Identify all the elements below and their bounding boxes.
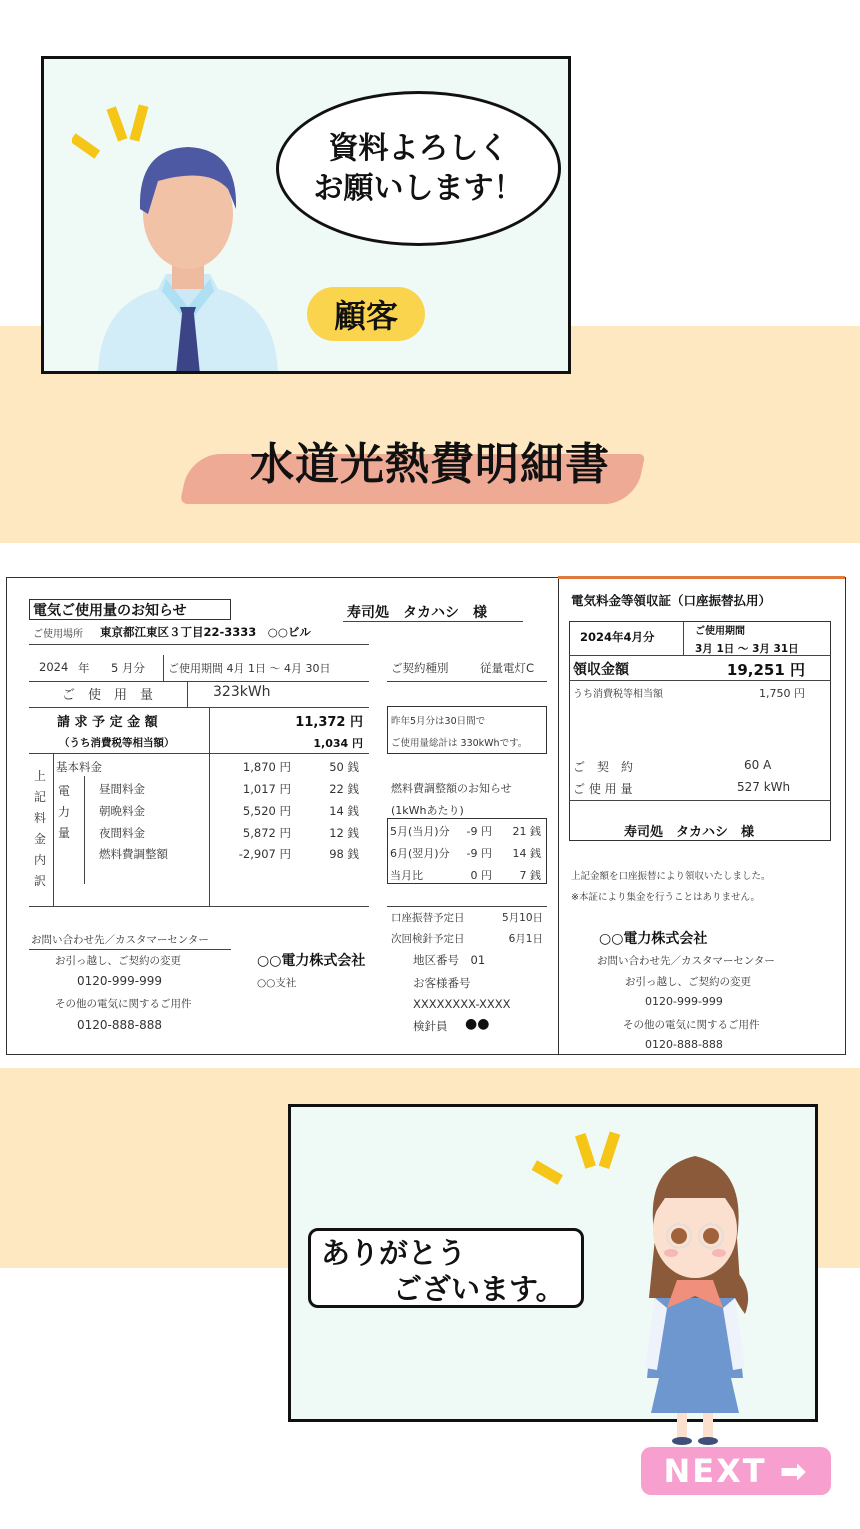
bill-year-unit: 年 [78,661,90,675]
row-day-label: 昼間料金 [99,782,145,796]
speech-line-1: 資料よろしく [328,130,509,166]
row-night-sen: 12 銭 [329,826,359,840]
fuel-row-diff-label: 当月比 [390,869,423,882]
receipt-note-1: 上記金額を口座振替により領収いたしました。 [571,871,771,882]
billing-value: 11,372 円 [295,715,363,730]
electricity-bill [6,577,846,1055]
bill-year: 2024 [39,660,69,674]
transfer-label: 口座振替予定日 [391,912,465,924]
contact-other: その他の電気に関するご用件 [55,998,192,1010]
contact-phone-2: 0120-888-888 [77,1018,163,1032]
meter-reader-label: 検針員 [413,1019,448,1033]
usage-period: ご使用期間 4月 1日 ～ 4月 30日 [168,662,331,675]
meter-reader-value: ●● [465,1016,490,1032]
fuel-row-current-yen: -9 円 [466,825,492,838]
receipt-divider [558,578,559,1054]
receipt-amount-value: 19,251 円 [726,661,805,679]
row-base-fee-yen: 1,870 円 [242,760,291,774]
comparison-note-1: 昨年5月分は30日間で [391,716,486,727]
divider [387,906,547,907]
receipt-period-value: 3月 1日 ～ 3月 31日 [695,643,799,655]
fuel-row-diff-yen: 0 円 [470,869,492,882]
fuel-row-diff-sen: 7 銭 [519,869,541,882]
next-read-value: 6月1日 [508,933,543,945]
section-title: 水道光熱費明細書 [250,439,610,490]
receipt-month: 2024年4月分 [580,630,655,644]
contact-move: お引っ越し、ご契約の変更 [55,955,181,967]
receipt-period-label: ご使用期間 [695,626,745,637]
row-fuel-yen: -2,907 円 [238,847,291,861]
bill-month: 5 月分 [111,661,145,675]
transfer-value: 5月10日 [501,912,543,924]
row-night-yen: 5,872 円 [242,826,291,840]
speech-bubble [276,91,561,246]
receipt-accent-line [558,576,845,579]
row-morning-label: 朝晩料金 [99,804,145,818]
contract-type-label: ご契約種別 [391,661,449,675]
row-day-yen: 1,017 円 [242,782,291,796]
receipt-phone-1: 0120-999-999 [645,995,723,1008]
receipt-contract-label: ご 契 約 [573,760,634,774]
receipt-tax-value: 1,750 円 [759,687,805,700]
customer-role-badge: 顧客 [307,287,425,341]
fuel-row-current-label: 5月(当月)分 [390,825,450,838]
divider [29,906,369,907]
receipt-usage-label: ご 使 用 量 [573,782,633,796]
receipt-contact-title: お問い合わせ先／カスタマーセンター [597,955,775,967]
thanks-speech-bubble [308,1228,584,1308]
thanks-line-2: ございます。 [393,1272,565,1306]
fuel-row-current-sen: 21 銭 [512,825,541,838]
customer-number-value: XXXXXXXX-XXXX [413,997,511,1011]
tax-label: （うち消費税等相当額） [59,737,175,749]
divider [569,800,831,801]
fuel-row-next-label: 6月(翌月)分 [390,847,450,860]
staff-avatar [615,1138,775,1448]
fuel-row-next-sen: 14 銭 [512,847,541,860]
divider [387,681,547,682]
thanks-line-1: ありがとう [321,1236,467,1270]
receipt-contract-value: 60 A [744,758,772,772]
receipt-amount-label: 領収金額 [573,662,629,678]
notice-title: 電気ご使用量のお知らせ [33,603,187,619]
divider [163,655,164,681]
usage-label: ご 使 用 量 [62,688,154,703]
divider [84,776,85,884]
divider [209,707,210,906]
next-button[interactable]: NEXT ➡ [641,1447,831,1495]
company-name: ○○電力株式会社 [257,953,366,969]
divider [343,621,523,622]
divider [29,644,369,645]
fuel-notice-unit: (1kWhあたり) [391,804,464,817]
receipt-title: 電気料金等領収証（口座振替払用） [571,593,772,608]
branch-name: ○○支社 [257,977,297,989]
customer-number-label: お客様番号 [413,976,471,990]
divider [569,655,831,656]
receipt-note-2: ※本証により集金を行うことはありません。 [571,892,761,903]
breakdown-sub-label: 電 力 量 [58,784,71,840]
contact-title: お問い合わせ先／カスタマーセンター [31,934,209,946]
receipt-contact-other: その他の電気に関するご用件 [623,1019,760,1031]
divider [53,753,54,906]
contract-type-value: 従量電灯C [480,661,535,675]
next-read-label: 次回検針予定日 [391,933,465,945]
receipt-customer-name: 寿司処 タカハシ 様 [624,825,755,840]
divider [29,753,369,754]
row-morning-sen: 14 銭 [329,804,359,818]
row-base-fee-sen: 50 銭 [329,760,359,774]
divider [29,681,369,682]
divider [683,621,684,655]
speech-line-2: お願いします！ [313,170,524,206]
receipt-usage-value: 527 kWh [737,780,791,794]
customer-panel [41,56,571,374]
location-label: ご使用場所 [33,629,83,640]
divider [29,949,231,950]
receipt-tax-label: うち消費税等相当額 [573,689,663,700]
billing-label: 請 求 予 定 金 額 [57,715,158,730]
contact-phone-1: 0120-999-999 [77,974,163,988]
businessman-avatar [88,129,288,374]
customer-name: 寿司処 タカハシ 様 [347,605,487,621]
divider [569,680,831,681]
tax-value: 1,034 円 [313,737,363,750]
comparison-note-2: ご使用量総計は 330kWhです。 [391,738,528,749]
row-base-fee-label: 基本料金 [56,760,102,774]
location-value: 東京都江東区３丁目22-3333 ○○ビル [100,625,311,639]
fuel-notice-title: 燃料費調整額のお知らせ [391,782,512,795]
divider [29,707,369,708]
row-night-label: 夜間料金 [99,826,145,840]
breakdown-side-label: 上 記 料 金 内 訳 [34,769,47,888]
receipt-company: ○○電力株式会社 [599,931,708,947]
receipt-contact-move: お引っ越し、ご契約の変更 [625,976,751,988]
row-day-sen: 22 銭 [329,782,359,796]
receipt-phone-2: 0120-888-888 [645,1038,723,1051]
area-number: 地区番号 01 [413,953,486,967]
row-fuel-label: 燃料費調整額 [99,847,168,861]
usage-value: 323kWh [213,684,271,700]
fuel-row-next-yen: -9 円 [466,847,492,860]
row-morning-yen: 5,520 円 [242,804,291,818]
row-fuel-sen: 98 銭 [329,847,359,861]
divider [187,681,188,707]
